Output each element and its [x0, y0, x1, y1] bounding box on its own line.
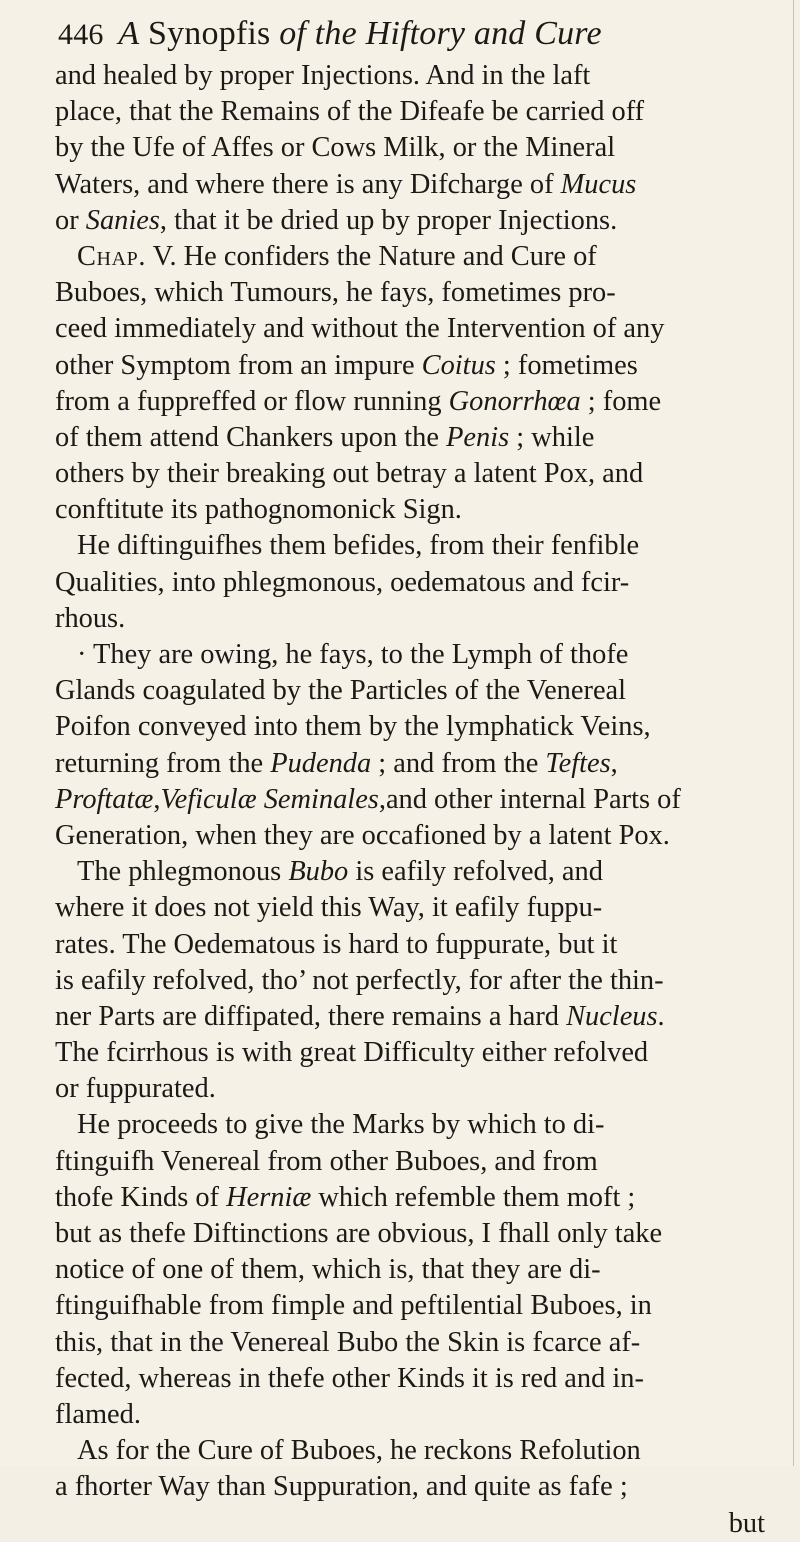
text-run: by the Ufe of Affes or Cows Milk, or the Mineral: [55, 132, 616, 164]
text-line: [55, 854, 795, 890]
text-run: Buboes, which Tumours, he fays, fometimes pro-: [55, 277, 616, 309]
text-run: conftitute its pathognomonick Sign.: [55, 494, 462, 526]
text-line: [55, 203, 795, 239]
italic-text: Veficulæ Seminales: [160, 783, 379, 815]
text-line: [55, 311, 795, 347]
text-run: from a fuppreffed or flow running: [55, 385, 449, 417]
text-run: ,: [610, 747, 618, 779]
text-run: rhous.: [55, 602, 126, 634]
italic-text: Proftatæ: [55, 783, 154, 815]
italic-text: Penis: [446, 421, 510, 453]
text-run: place, that the Remains of the Difeafe be carried off: [55, 96, 645, 128]
text-run: ,: [153, 783, 161, 815]
text-line: [55, 1035, 795, 1071]
text-run: As for the Cure of Buboes, he reckons Refolution: [77, 1435, 641, 1467]
text-line: [55, 528, 795, 564]
text-run: ,and other internal Parts of: [378, 783, 681, 815]
text-run: is eafily refolved, tho’ not perfectly, for after the thin-: [55, 964, 664, 996]
small-caps-text: Chap.: [77, 240, 147, 272]
text-line: [55, 637, 795, 673]
text-line: [55, 1288, 795, 1324]
text-run: ; fome: [580, 385, 662, 417]
text-line: [55, 130, 795, 166]
text-line: [55, 1433, 795, 1469]
text-line: [55, 673, 795, 709]
text-run: ; and from the: [371, 747, 546, 779]
text-run: Glands coagulated by the Particles of the Venereal: [55, 675, 627, 707]
text-line: [55, 1325, 795, 1361]
text-run: rates. The Oedematous is hard to fuppurate, but it: [55, 928, 618, 960]
italic-text: Mucus: [560, 168, 637, 200]
text-run: or fuppurated.: [55, 1073, 216, 1105]
text-line: [55, 492, 795, 528]
text-run: returning from the: [55, 747, 271, 779]
text-line: [55, 1107, 795, 1143]
text-run: ; fometimes: [495, 349, 638, 381]
text-line: [55, 709, 795, 745]
text-run: He proceeds to give the Marks by which to di-: [77, 1109, 605, 1141]
text-line: [55, 94, 795, 130]
text-run: which refemble them moft ;: [311, 1181, 636, 1213]
text-run: Poifon conveyed into them by the lymphatick Veins,: [55, 711, 651, 743]
page-number: 446: [58, 18, 104, 51]
text-line: [55, 565, 795, 601]
italic-text: Teftes: [545, 747, 611, 779]
italic-text: Pudenda: [270, 747, 372, 779]
text-run: He diftinguifhes them befides, from their fenfible: [77, 530, 640, 562]
catchword: but: [728, 1507, 765, 1539]
text-line: [55, 58, 795, 94]
text-run: Generation, when they are occafioned by a latent Pox.: [55, 819, 670, 851]
italic-text: Sanies: [85, 204, 160, 236]
italic-text: Herniæ: [226, 1181, 312, 1213]
text-line: [55, 1469, 795, 1505]
text-run: notice of one of them, which is, that they are di-: [55, 1254, 601, 1286]
text-run: this, that in the Venereal Bubo the Skin is fcarce af-: [55, 1326, 641, 1358]
text-run: where it does not yield this Way, it eafily fuppu-: [55, 892, 603, 924]
text-line: [55, 456, 795, 492]
text-line: [55, 963, 795, 999]
text-run: ner Parts are diffipated, there remains a hard: [55, 1000, 567, 1032]
body-text: [55, 58, 795, 1542]
text-line: [55, 275, 795, 311]
text-line: [55, 1216, 795, 1252]
text-run: ftinguifhable from fimple and peftilential Buboes, in: [55, 1290, 652, 1322]
italic-text: Bubo: [288, 856, 349, 888]
text-line: [55, 1144, 795, 1180]
text-line: [55, 782, 795, 818]
text-run: of them attend Chankers upon the: [55, 421, 447, 453]
header-title-c: of the Hiftory and Cure: [279, 15, 602, 52]
text-run: is eafily refolved, and: [348, 856, 603, 888]
text-run: ; while: [509, 421, 595, 453]
text-run: but as thefe Diftinctions are obvious, I fhall only take: [55, 1218, 663, 1249]
text-run: ftinguifh Venereal from other Buboes, and from: [55, 1145, 598, 1177]
text-run: thofe Kinds of: [55, 1181, 227, 1213]
text-run: The fcirrhous is with great Difficulty either refolved: [55, 1037, 649, 1069]
text-run: and healed by proper Injections. And in the laft: [55, 60, 591, 91]
header-title-a: A: [118, 15, 140, 52]
text-line: [55, 927, 795, 963]
text-line: [55, 348, 795, 384]
text-line: [55, 239, 795, 275]
text-run: or: [55, 204, 86, 236]
text-run: The phlegmonous: [77, 856, 289, 888]
italic-text: Coitus: [421, 349, 496, 381]
text-run: others by their breaking out betray a latent Pox, and: [55, 458, 644, 490]
text-line: [55, 890, 795, 926]
text-line: [55, 746, 795, 782]
text-run: .: [657, 1000, 665, 1032]
text-line: [55, 167, 795, 203]
text-line: [55, 1361, 795, 1397]
text-line: [55, 1071, 795, 1107]
text-line: [55, 1180, 795, 1216]
italic-text: Gonorrhœa: [448, 385, 581, 417]
text-line: [55, 999, 795, 1035]
text-line: [55, 384, 795, 420]
text-run: fected, whereas in thefe other Kinds it is red and in-: [55, 1362, 644, 1394]
text-line: [55, 818, 795, 854]
text-line: [55, 420, 795, 456]
text-run: flamed.: [55, 1398, 141, 1430]
text-run: ceed immediately and without the Intervention of any: [55, 313, 665, 345]
italic-text: Nucleus: [566, 1000, 658, 1032]
text-run: , that it be dried up by proper Injections.: [159, 204, 618, 236]
text-line: [55, 601, 795, 637]
text-line: [55, 1397, 795, 1433]
text-run: Waters, and where there is any Difcharge of: [55, 168, 561, 200]
text-run: · They are owing, he fays, to the Lymph of thofe: [77, 639, 629, 670]
header-title-b: Synopfis: [147, 15, 271, 52]
text-run: a fhorter Way than Suppuration, and quite as fafe ;: [55, 1471, 628, 1503]
running-header: [58, 14, 602, 55]
text-run: Qualities, into phlegmonous, oedematous and fcir-: [55, 566, 630, 598]
text-run: V. He confiders the Nature and Cure of: [146, 240, 597, 272]
text-line: [55, 1252, 795, 1288]
text-run: other Symptom from an impure: [55, 349, 422, 381]
